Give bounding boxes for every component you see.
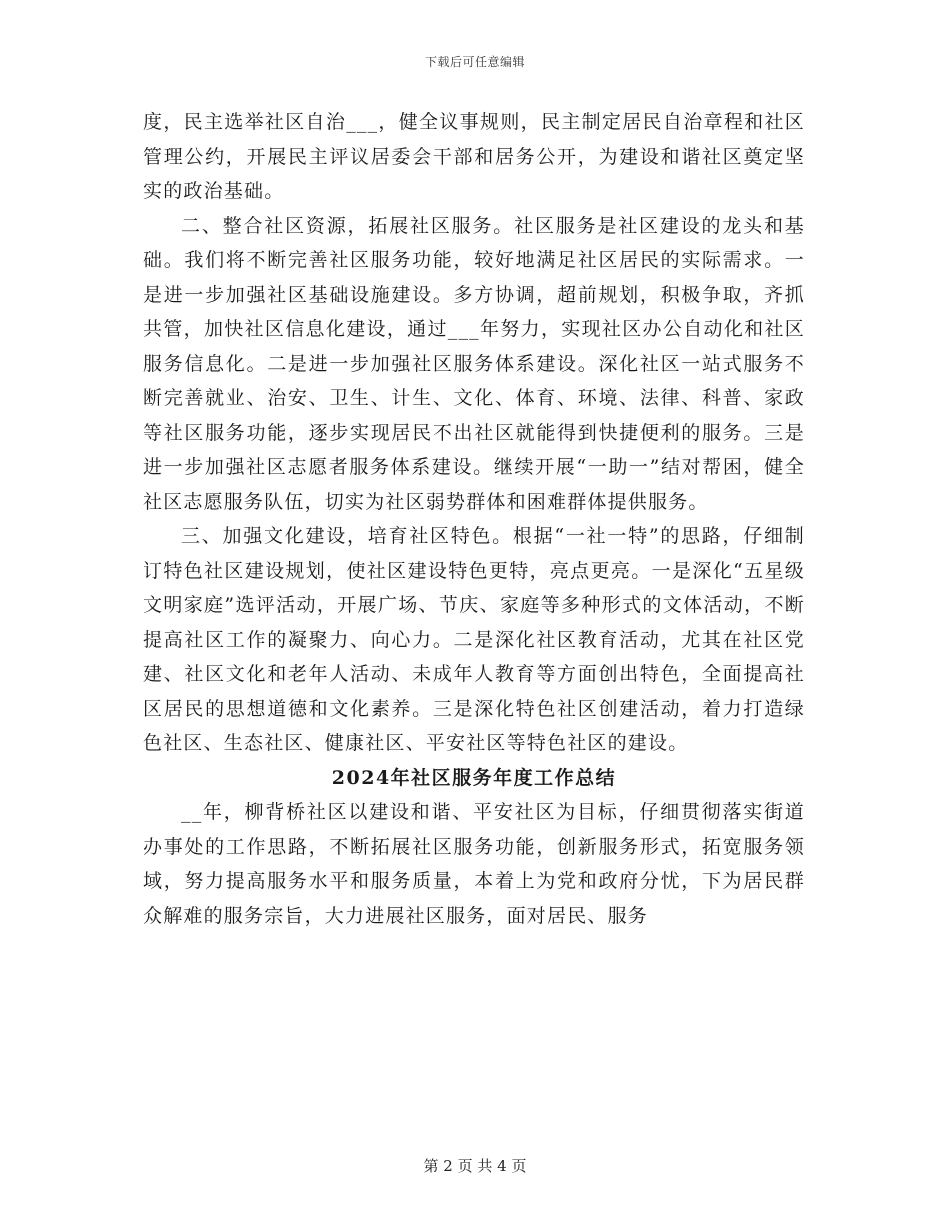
page-number: 第 2 页 共 4 页: [423, 1157, 527, 1175]
paragraph-summary-intro: __年，柳背桥社区以建设和谐、平安社区为目标，仔细贯彻落实街道办事处的工作思路，不断拓展社区服务功能，创新服务形式，拓宽服务领域，努力提高服务水平和服务质量，本着上为党和政府分忧，下为居民群众解难的服务宗旨，大力进展社区服务，面对居民、服务: [143, 801, 805, 927]
section-heading: 2024年社区服务年度工作总结: [331, 766, 617, 789]
paragraph-continuation: 度，民主选举社区自治___，健全议事规则，民主制定居民自治章程和社区管理公约，开展民主评议居委会干部和居务公开，为建设和谐社区奠定坚实的政治基础。: [143, 111, 805, 202]
paragraph-community-services: 二、整合社区资源，拓展社区服务。社区服务是社区建设的龙头和基础。我们将不断完善社区服务功能，较好地满足社区居民的实际需求。一是进一步加强社区基础设施建设。多方协调，超前规划，积极争取，齐抓共管，加快社区信息化建设，通过___年努力，实现社区办公自动化和社区服务信息化。二是进一步加强社区服务体系建设。深化社区一站式服务不断完善就业、治安、卫生、计生、文化、体育、环境、法律、科普、家政等社区服务功能，逐步实现居民不出社区就能得到快捷便利的服务。三是进一步加强社区志愿者服务体系建设。继续开展“一助一”结对帮困，健全社区志愿服务队伍，切实为社区弱势群体和困难群体提供服务。: [143, 214, 805, 513]
header-note: 下载后可任意编辑: [424, 55, 525, 69]
document-body: [143, 105, 805, 933]
paragraph-cultural-building: 三、加强文化建设，培育社区特色。根据“一社一特”的思路，仔细制订特色社区建设规划，使社区建设特色更特，亮点更亮。一是深化“五星级文明家庭”选评活动，开展广场、节庆、家庭等多种形式的文体活动，不断提高社区工作的凝聚力、向心力。二是深化社区教育活动，尤其在社区党建、社区文化和老年人活动、未成年人教育等方面创出特色，全面提高社区居民的思想道德和文化素养。三是深化特色社区创建活动，着力打造绿色社区、生态社区、健康社区、平安社区等特色社区的建设。: [143, 525, 805, 754]
